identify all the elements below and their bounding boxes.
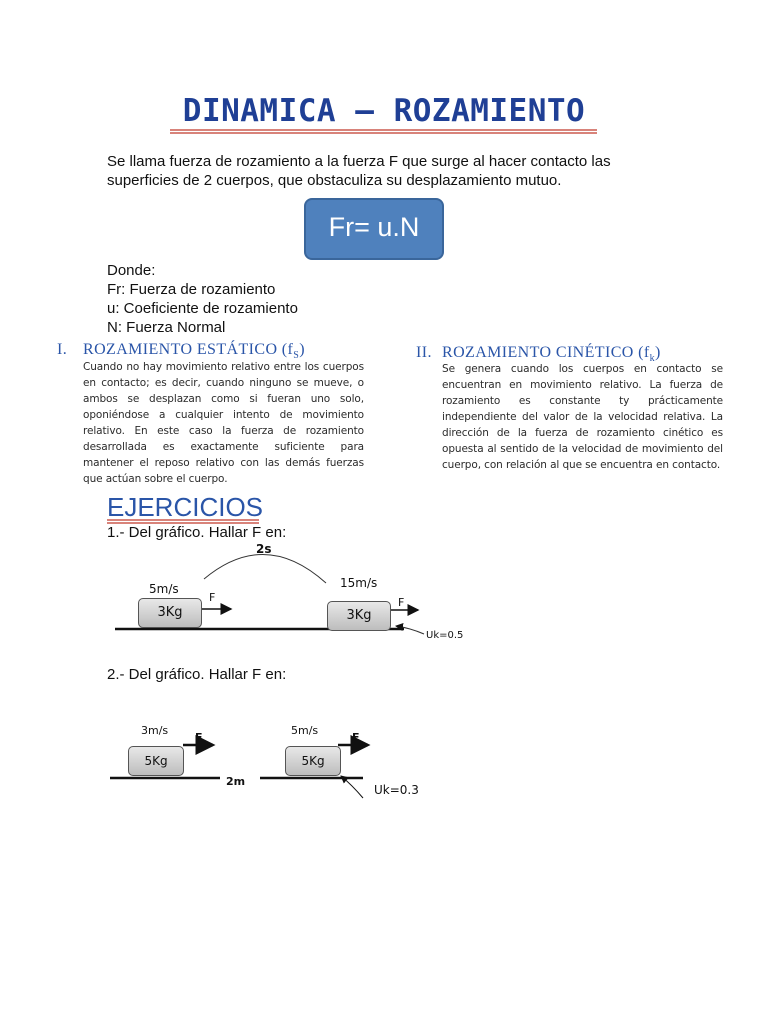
section-title: ROZAMIENTO CINÉTICO (f: [442, 344, 650, 361]
mass-block: 3Kg: [327, 601, 391, 631]
friction-pointer: [341, 776, 363, 798]
velocity-label: 5m/s: [291, 724, 319, 737]
force-label: F: [209, 591, 216, 604]
velocity-label: 15m/s: [340, 576, 378, 590]
definitions-heading: Donde:: [107, 262, 156, 279]
velocity-label: 5m/s: [149, 582, 179, 596]
force-label: F: [352, 731, 360, 744]
section-title: ROZAMIENTO ESTÁTICO (f: [83, 341, 294, 358]
friction-coefficient-label: Uk=0.5: [426, 630, 464, 641]
section-subscript: k: [649, 353, 655, 365]
question-2-prompt: 2.- Del gráfico. Hallar F en:: [107, 666, 287, 683]
time-label: 2s: [256, 542, 272, 556]
page-title: DINAMICA – ROZAMIENTO: [182, 93, 586, 129]
definition-item: u: Coeficiente de rozamiento: [107, 300, 298, 317]
mass-block: 3Kg: [138, 598, 202, 628]
velocity-label: 3m/s: [141, 724, 169, 737]
force-label: F: [398, 596, 405, 609]
force-label: F: [195, 731, 203, 744]
section-body-static: Cuando no hay movimiento relativo entre los cuerpos en contacto; es decir, cuando ninguno se mueve, o ambos se desplazan como si fueran uno solo, oponiéndose a cualquier intento de movimiento relativo. En este caso la fuerza de rozamiento desarrollada es exactamente suficiente para mantener el reposo relativo con las demás fuerzas que actúan sobre el cuerpo.: [83, 361, 364, 485]
formula-box: Fr= u.N: [304, 198, 444, 260]
section-subscript: S: [293, 350, 300, 362]
mass-block: 5Kg: [128, 746, 184, 776]
friction-coefficient-label: Uk=0.3: [374, 783, 419, 797]
section-title-end: ): [299, 341, 305, 358]
section-number: I.: [57, 341, 68, 358]
definition-item: Fr: Fuerza de rozamiento: [107, 281, 276, 298]
intro-paragraph: Se llama fuerza de rozamiento a la fuerza F que surge al hacer contacto las superficies de 2 cuerpos, que obstaculiza su desplazamiento mutuo.: [107, 153, 611, 189]
section-title-end: ): [655, 344, 661, 361]
mass-block: 5Kg: [285, 746, 341, 776]
section-body-kinetic: Se genera cuando los cuerpos en contacto se encuentran en movimiento relativo. La fuerza de rozamiento es constante ty prácticamente independiente del valor de la velocidad relativa. La dirección de la fuerza de rozamiento cinético es opuesta al sentido de la velocidad de movimiento del cuerpo, con relación al que se encuentra en contacto.: [442, 363, 723, 471]
exercises-title: EJERCICIOS: [107, 492, 264, 522]
distance-label: 2m: [226, 775, 246, 788]
section-number: II.: [416, 344, 432, 361]
question-1-prompt: 1.- Del gráfico. Hallar F en:: [107, 524, 287, 541]
definition-item: N: Fuerza Normal: [107, 319, 226, 336]
